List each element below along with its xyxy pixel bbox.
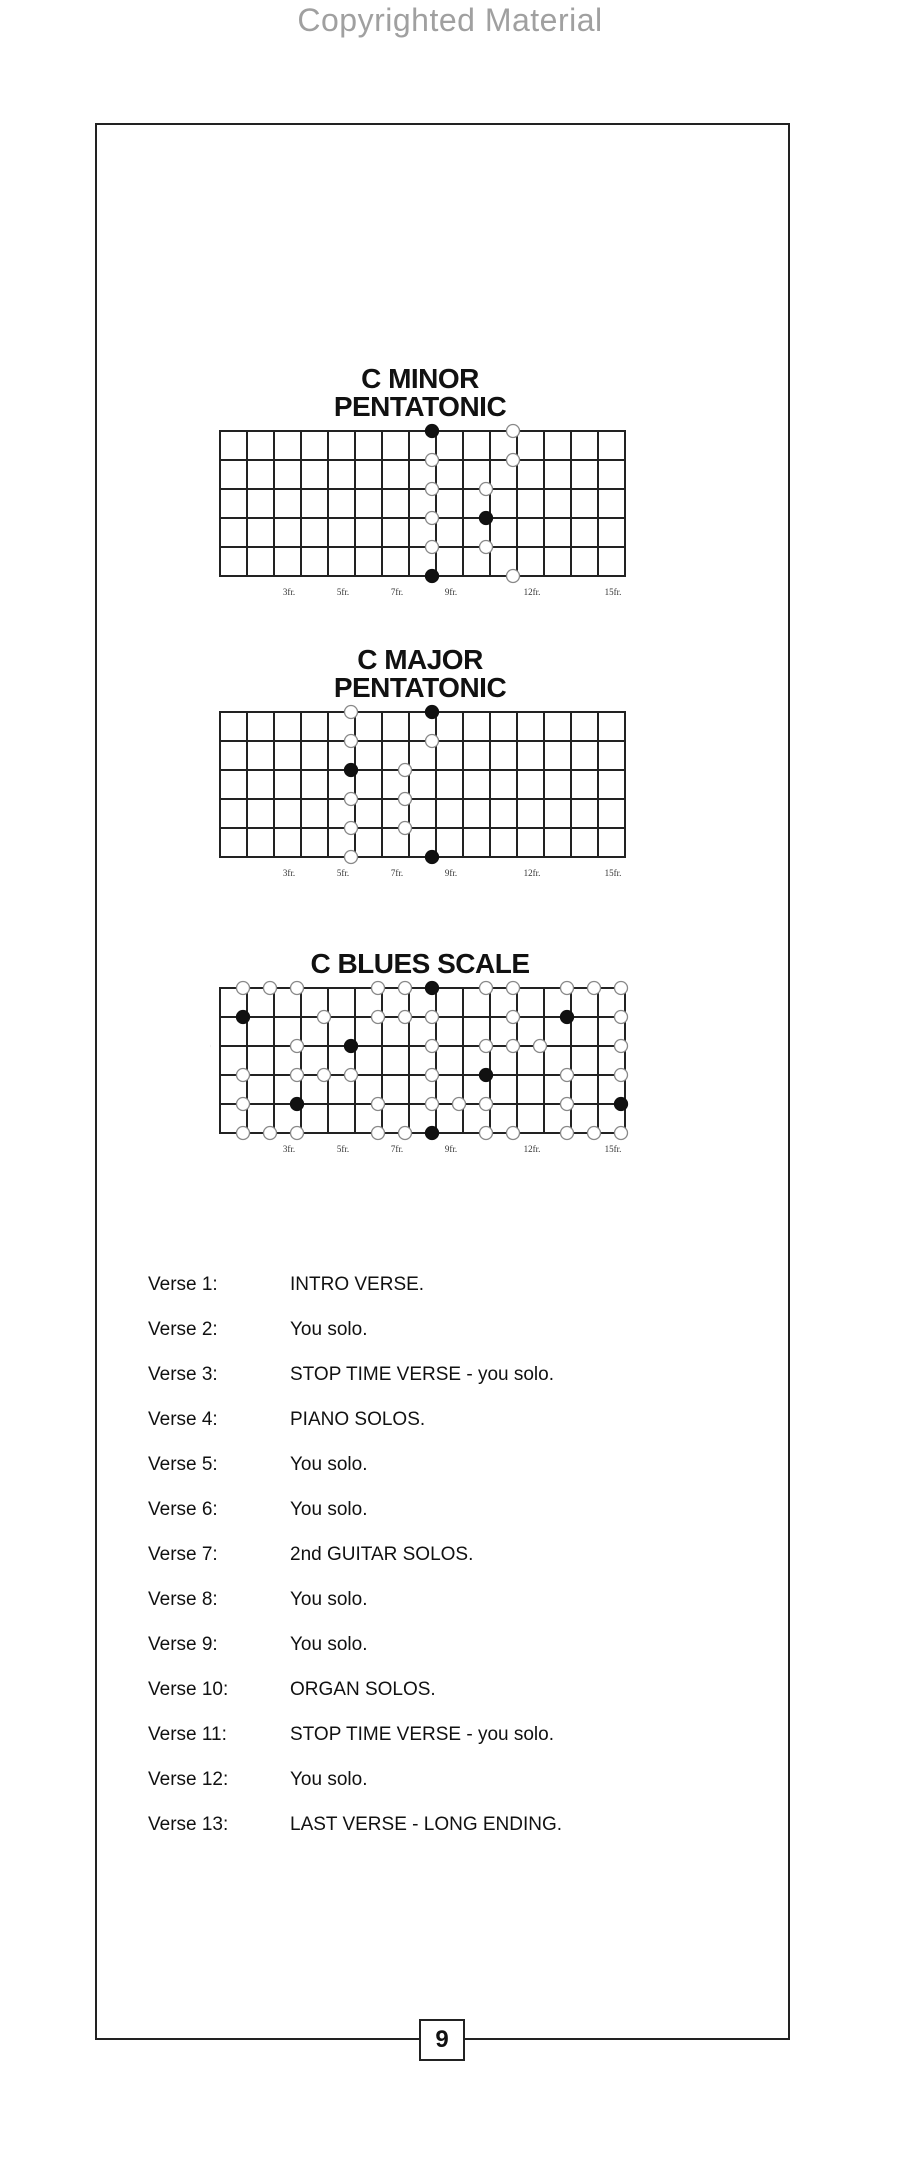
scale-note-dot [345,822,358,835]
verse-row [148,1450,708,1495]
verse-label: Verse 7: [148,1544,218,1565]
scale-note-dot [615,1069,628,1082]
root-note-dot [426,570,439,583]
verse-row [148,1315,708,1360]
scale-note-dot [345,735,358,748]
verse-description: You solo. [290,1634,368,1655]
scale-note-dot [561,1127,574,1140]
root-note-dot [291,1098,304,1111]
root-note-dot [426,982,439,995]
verse-description: You solo. [290,1589,368,1610]
scale-note-dot [480,541,493,554]
c-minor-pentatonic-diagram [210,365,630,606]
page-number: 9 [419,2019,465,2061]
verse-label: Verse 9: [148,1634,218,1655]
scale-note-dot [372,1098,385,1111]
fret-number-label: 3fr. [282,868,296,878]
scale-note-dot [588,1127,601,1140]
scale-note-dot [264,982,277,995]
fretboard-chart [210,978,630,1163]
scale-note-dot [291,1069,304,1082]
diagram-title-line-2: PENTATONIC [333,391,507,422]
scale-note-dot [318,1069,331,1082]
verse-row [148,1675,708,1720]
root-note-dot [615,1098,628,1111]
scale-note-dot [453,1098,466,1111]
c-major-pentatonic-diagram [210,646,630,887]
verse-description: STOP TIME VERSE - you solo. [290,1724,554,1745]
verse-label: Verse 4: [148,1409,218,1430]
fret-number-label: 9fr. [444,587,458,597]
verse-row [148,1585,708,1630]
verse-row [148,1765,708,1810]
verse-label: Verse 6: [148,1499,218,1520]
scale-note-dot [345,851,358,864]
verse-row [148,1810,708,1855]
fretboard-outline [220,712,625,857]
scale-note-dot [291,1040,304,1053]
scale-note-dot [615,1011,628,1024]
root-note-dot [480,512,493,525]
scale-note-dot [399,764,412,777]
verse-label: Verse 12: [148,1769,229,1790]
verse-label: Verse 10: [148,1679,229,1700]
fretboard-outline [220,431,625,576]
scale-note-dot [399,793,412,806]
scale-note-dot [426,483,439,496]
scale-note-dot [372,1127,385,1140]
fretboard-outline [220,988,625,1133]
fret-number-label: 5fr. [336,868,350,878]
verse-description: PIANO SOLOS. [290,1409,426,1430]
scale-note-dot [561,982,574,995]
root-note-dot [237,1011,250,1024]
scale-note-dot [426,1098,439,1111]
verse-description: STOP TIME VERSE - you solo. [290,1364,554,1385]
scale-note-dot [615,1040,628,1053]
diagram-title-line-1: C MINOR [361,363,479,394]
scale-note-dot [399,1011,412,1024]
scale-note-dot [615,982,628,995]
scale-note-dot [507,425,520,438]
verse-description: INTRO VERSE. [290,1274,425,1295]
scale-note-dot [426,735,439,748]
scale-note-dot [345,706,358,719]
scale-note-dot [507,982,520,995]
diagram-title-line-2: PENTATONIC [333,672,507,703]
root-note-dot [426,425,439,438]
root-note-dot [426,851,439,864]
fret-number-label: 3fr. [282,587,296,597]
scale-note-dot [372,1011,385,1024]
verse-row [148,1405,708,1450]
scale-note-dot [291,982,304,995]
scale-note-dot [426,454,439,467]
fret-number-label: 5fr. [336,1144,350,1154]
root-note-dot [426,706,439,719]
scale-note-dot [399,1127,412,1140]
verse-label: Verse 2: [148,1319,218,1340]
scale-note-dot [507,570,520,583]
root-note-dot [480,1069,493,1082]
verse-description: You solo. [290,1454,368,1475]
scale-note-dot [345,1069,358,1082]
fret-number-label: 7fr. [390,868,404,878]
fretboard-chart [210,702,630,887]
fret-number-label: 5fr. [336,587,350,597]
verse-row [148,1720,708,1765]
fret-number-label: 15fr. [604,1144,622,1154]
fret-number-label: 9fr. [444,868,458,878]
scale-note-dot [399,982,412,995]
fretboard-chart [210,421,630,606]
scale-note-dot [561,1069,574,1082]
scale-note-dot [237,1069,250,1082]
scale-note-dot [237,1098,250,1111]
fret-number-label: 9fr. [444,1144,458,1154]
scale-note-dot [480,1040,493,1053]
root-note-dot [345,1040,358,1053]
verse-row [148,1360,708,1405]
scale-note-dot [507,1127,520,1140]
verse-description: 2nd GUITAR SOLOS. [290,1544,474,1565]
fret-number-label: 12fr. [523,1144,541,1154]
verse-description: LAST VERSE - LONG ENDING. [290,1814,563,1835]
scale-note-dot [426,1040,439,1053]
verse-list [148,1270,708,1855]
verse-label: Verse 13: [148,1814,229,1835]
scale-note-dot [318,1011,331,1024]
scale-note-dot [426,541,439,554]
fret-number-label: 7fr. [390,1144,404,1154]
scale-note-dot [237,982,250,995]
verse-row [148,1495,708,1540]
scale-note-dot [507,1040,520,1053]
verse-row [148,1540,708,1585]
diagram-title-line-1: C BLUES SCALE [310,948,530,979]
verse-label: Verse 11: [148,1724,227,1745]
scale-note-dot [426,1069,439,1082]
verse-row [148,1630,708,1675]
scale-note-dot [480,483,493,496]
verse-description: You solo. [290,1769,368,1790]
scale-note-dot [264,1127,277,1140]
fret-number-label: 15fr. [604,868,622,878]
scale-note-dot [480,982,493,995]
scale-note-dot [426,1011,439,1024]
scale-note-dot [372,982,385,995]
verse-label: Verse 3: [148,1364,218,1385]
root-note-dot [561,1011,574,1024]
verse-row [148,1270,708,1315]
scale-note-dot [345,793,358,806]
verse-description: You solo. [290,1319,368,1340]
scale-note-dot [399,822,412,835]
fret-number-label: 12fr. [523,587,541,597]
root-note-dot [426,1127,439,1140]
verse-label: Verse 8: [148,1589,218,1610]
verse-description: ORGAN SOLOS. [290,1679,436,1700]
scale-note-dot [507,454,520,467]
verse-label: Verse 5: [148,1454,218,1475]
c-blues-scale-diagram [210,950,630,1163]
root-note-dot [345,764,358,777]
scale-note-dot [615,1127,628,1140]
fret-number-label: 15fr. [604,587,622,597]
scale-note-dot [507,1011,520,1024]
copyright-watermark: Copyrighted Material [297,2,603,38]
fret-number-label: 12fr. [523,868,541,878]
fret-number-label: 3fr. [282,1144,296,1154]
diagram-title-line-1: C MAJOR [357,644,483,675]
scale-note-dot [291,1127,304,1140]
scale-note-dot [561,1098,574,1111]
scale-note-dot [588,982,601,995]
verse-description: You solo. [290,1499,368,1520]
verse-label: Verse 1: [148,1274,218,1295]
scale-note-dot [534,1040,547,1053]
fret-number-label: 7fr. [390,587,404,597]
scale-note-dot [237,1127,250,1140]
scale-note-dot [480,1098,493,1111]
scale-note-dot [426,512,439,525]
scale-note-dot [480,1127,493,1140]
